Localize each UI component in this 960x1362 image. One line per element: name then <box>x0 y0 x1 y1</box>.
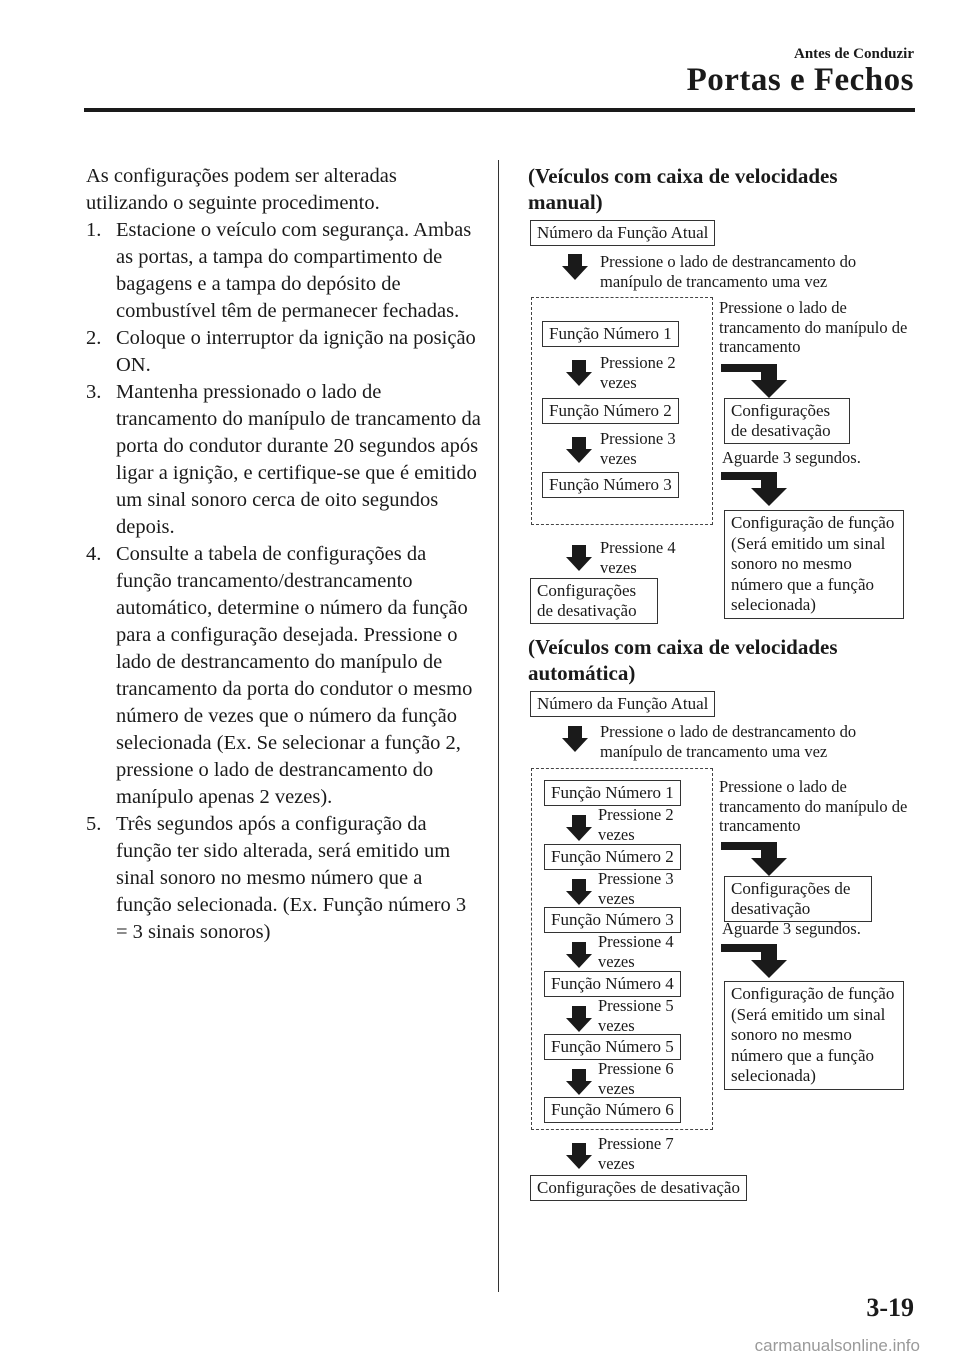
automatic-press-count-4: Pressione 4 vezes <box>598 932 674 971</box>
automatic-press-lock-note: Pressione o lado de trancamento do manípulo de trancamento <box>719 777 908 835</box>
automatic-disable-right-box: Configurações de desativação <box>724 876 872 922</box>
procedure-steps <box>86 217 481 946</box>
bent-arrow-icon <box>721 358 797 398</box>
automatic-function-6-box: Função Número 6 <box>544 1097 681 1123</box>
automatic-config-result-box: Configuração de função (Será emitido um sinal sonoro no mesmo número que a função selecionada) <box>724 981 904 1090</box>
bent-arrow-icon <box>721 836 797 876</box>
procedure-text <box>86 163 481 946</box>
down-arrow-icon <box>566 942 592 968</box>
header-rule <box>84 108 915 112</box>
down-arrow-icon <box>566 545 592 571</box>
down-arrow-icon <box>562 726 588 752</box>
manual-function-1-box: Função Número 1 <box>542 321 679 347</box>
down-arrow-icon <box>562 254 588 280</box>
page-title: Portas e Fechos <box>686 62 914 98</box>
automatic-press-count-2: Pressione 2 vezes <box>598 805 674 844</box>
automatic-heading: (Veículos com caixa de velocidades automática) <box>528 635 838 685</box>
step-item: 1. Estacione o veículo com segurança. Ambas as portas, a tampa do compartimento de bagagens e a tampa do depósito de combustível têm de permanecer fechadas. <box>86 219 472 322</box>
automatic-function-3-box: Função Número 3 <box>544 907 681 933</box>
watermark: carmanualsonline.info <box>754 1336 920 1355</box>
manual-config-result-box: Configuração de função (Será emitido um sinal sonoro no mesmo número que a função selecionada) <box>724 510 904 619</box>
step-item: 3. Mantenha pressionado o lado de trancamento do manípulo de trancamento da porta do condutor durante 20 segundos após ligar a ignição, e certifique-se que é emitido um sinal sonoro cerca de oito segundos depois. <box>86 381 481 538</box>
manual-function-3-box: Função Número 3 <box>542 472 679 498</box>
manual-press-unlock-note: Pressione o lado de destrancamento do manípulo de trancamento uma vez <box>600 252 857 291</box>
manual-press-count-4: Pressione 4 vezes <box>600 538 676 577</box>
down-arrow-icon <box>566 437 592 463</box>
automatic-function-4-box: Função Número 4 <box>544 971 681 997</box>
automatic-disable-box: Configurações de desativação <box>530 1175 747 1201</box>
down-arrow-icon <box>566 879 592 905</box>
column-divider <box>498 160 499 1292</box>
step-item: 4. Consulte a tabela de configurações da função trancamento/destrancamento automático, determine o número da função para a configuração desejada. Pressione o lado de destrancamento do manípulo de trancamento da porta do condutor o mesmo número de vezes que o número da função selecionada (Ex. Se selecionar a função 2, pressione o lado de destrancamento do manípulo apenas 2 vezes). <box>86 543 473 808</box>
manual-heading: (Veículos com caixa de velocidades manual) <box>528 164 838 214</box>
bent-arrow-icon <box>721 466 797 506</box>
section-label: Antes de Conduzir <box>793 46 914 62</box>
manual-wait-note: Aguarde 3 segundos. <box>722 448 861 467</box>
manual-press-count-2: Pressione 2 vezes <box>600 353 676 392</box>
automatic-function-1-box: Função Número 1 <box>544 780 681 806</box>
down-arrow-icon <box>566 1143 592 1169</box>
manual-disable-box: Configurações de desativação <box>530 578 658 624</box>
step-item: 2. Coloque o interruptor da ignição na posição ON. <box>86 327 476 376</box>
manual-disable-right-box: Configurações de desativação <box>724 398 850 444</box>
down-arrow-icon <box>566 360 592 386</box>
automatic-press-unlock-note: Pressione o lado de destrancamento do manípulo de trancamento uma vez <box>600 722 857 761</box>
down-arrow-icon <box>566 1069 592 1095</box>
down-arrow-icon <box>566 1006 592 1032</box>
manual-function-2-box: Função Número 2 <box>542 398 679 424</box>
automatic-press-count-3: Pressione 3 vezes <box>598 869 674 908</box>
down-arrow-icon <box>566 815 592 841</box>
automatic-wait-note: Aguarde 3 segundos. <box>722 919 861 938</box>
automatic-press-count-7: Pressione 7 vezes <box>598 1134 674 1173</box>
page-number: 3-19 <box>866 1293 914 1322</box>
automatic-function-2-box: Função Número 2 <box>544 844 681 870</box>
manual-press-count-3: Pressione 3 vezes <box>600 429 676 468</box>
intro-paragraph: As configurações podem ser alteradas utilizando o seguinte procedimento. <box>86 165 397 214</box>
manual-current-function-box: Número da Função Atual <box>530 220 715 246</box>
step-item: 5. Três segundos após a configuração da função ter sido alterada, será emitido um sinal sonoro no mesmo número que a função selecionada. (Ex. Função número 3 = 3 sinais sonoros) <box>86 813 467 943</box>
automatic-press-count-6: Pressione 6 vezes <box>598 1059 674 1098</box>
bent-arrow-icon <box>721 938 797 978</box>
automatic-press-count-5: Pressione 5 vezes <box>598 996 674 1035</box>
automatic-current-function-box: Número da Função Atual <box>530 691 715 717</box>
manual-press-lock-note: Pressione o lado de trancamento do manípulo de trancamento <box>719 298 908 356</box>
automatic-function-5-box: Função Número 5 <box>544 1034 681 1060</box>
